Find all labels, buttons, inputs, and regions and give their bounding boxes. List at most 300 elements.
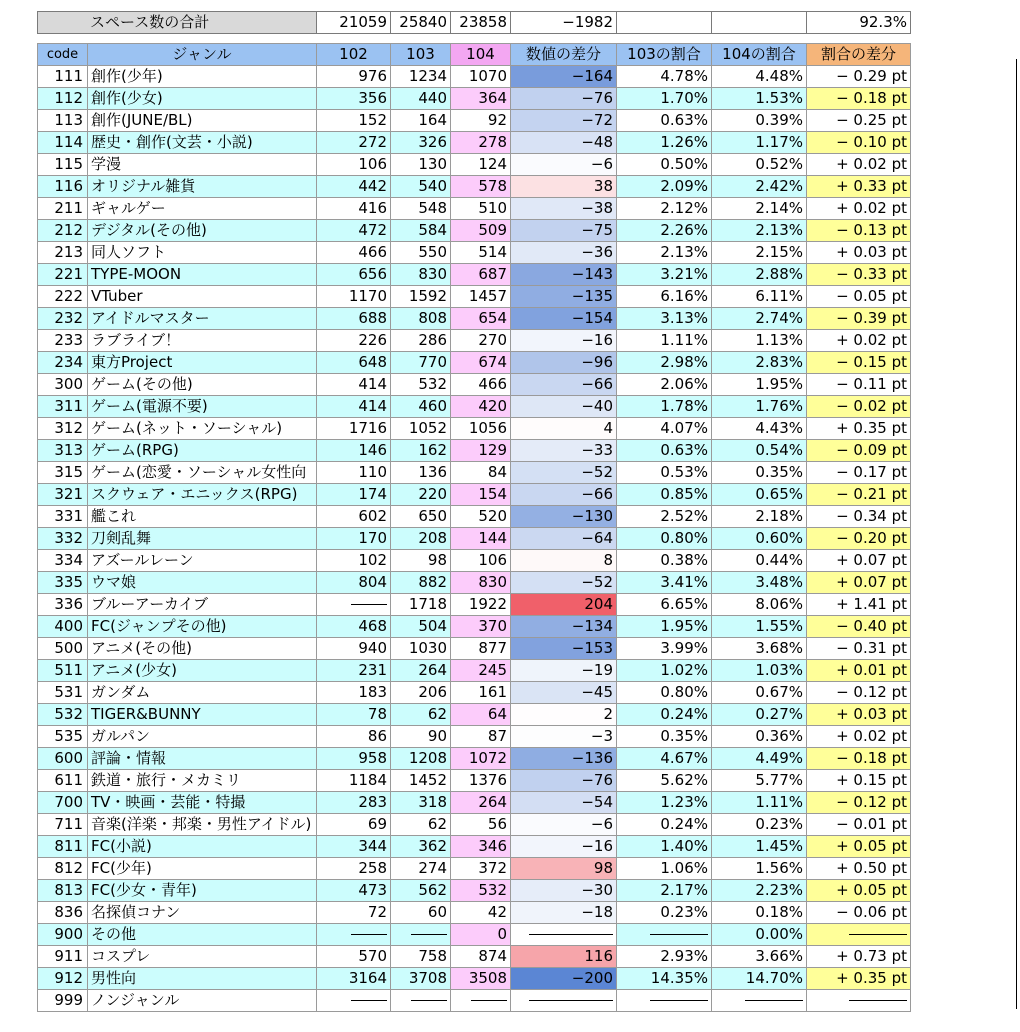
row-code: 222 bbox=[38, 286, 88, 308]
row-value-102: 1716 bbox=[317, 418, 391, 440]
row-value-104: 1070 bbox=[451, 66, 511, 88]
table-row bbox=[38, 440, 911, 462]
row-ratio-104: 1.11% bbox=[712, 792, 807, 814]
row-code: 535 bbox=[38, 726, 88, 748]
row-genre: ラブライブ！ bbox=[88, 330, 317, 352]
row-ratio-104: 0.52% bbox=[712, 154, 807, 176]
row-code: 232 bbox=[38, 308, 88, 330]
row-value-104: 372 bbox=[451, 858, 511, 880]
row-ratio-104: 1.55% bbox=[712, 616, 807, 638]
empty-dash bbox=[849, 1000, 907, 1001]
row-genre: 鉄道・旅行・メカミリ bbox=[88, 770, 317, 792]
table-row bbox=[38, 946, 911, 968]
row-ratio-103: 1.23% bbox=[617, 792, 712, 814]
summary-total-104: 23858 bbox=[451, 12, 511, 34]
row-code: 116 bbox=[38, 176, 88, 198]
row-value-104: 56 bbox=[451, 814, 511, 836]
row-value-102: 570 bbox=[317, 946, 391, 968]
row-value-104: 64 bbox=[451, 704, 511, 726]
row-diff: −36 bbox=[511, 242, 617, 264]
row-ratio-diff: − 0.12 pt bbox=[807, 682, 911, 704]
row-ratio-diff: − 0.40 pt bbox=[807, 616, 911, 638]
row-genre: ガンダム bbox=[88, 682, 317, 704]
row-ratio-103: 1.40% bbox=[617, 836, 712, 858]
row-code: 811 bbox=[38, 836, 88, 858]
header-ratio-103: 103の割合 bbox=[617, 44, 712, 66]
row-ratio-diff: − 0.33 pt bbox=[807, 264, 911, 286]
row-value-102: 473 bbox=[317, 880, 391, 902]
row-ratio-104: 4.48% bbox=[712, 66, 807, 88]
row-diff: −134 bbox=[511, 616, 617, 638]
row-diff: −30 bbox=[511, 880, 617, 902]
empty-dash bbox=[351, 1000, 387, 1001]
row-diff: −64 bbox=[511, 528, 617, 550]
row-ratio-diff: + 0.07 pt bbox=[807, 572, 911, 594]
row-value-102: 414 bbox=[317, 374, 391, 396]
row-ratio-diff: − 0.01 pt bbox=[807, 814, 911, 836]
row-genre: デジタル(その他) bbox=[88, 220, 317, 242]
row-value-104: 877 bbox=[451, 638, 511, 660]
row-diff: −135 bbox=[511, 286, 617, 308]
row-value-102 bbox=[317, 594, 391, 616]
row-value-104: 3508 bbox=[451, 968, 511, 990]
row-ratio-104: 1.56% bbox=[712, 858, 807, 880]
row-genre: 名探偵コナン bbox=[88, 902, 317, 924]
row-code: 313 bbox=[38, 440, 88, 462]
summary-total-102: 21059 bbox=[317, 12, 391, 34]
row-value-102: 958 bbox=[317, 748, 391, 770]
row-value-102: 170 bbox=[317, 528, 391, 550]
row-genre: アズールレーン bbox=[88, 550, 317, 572]
row-ratio-diff: − 0.09 pt bbox=[807, 440, 911, 462]
row-ratio-103: 0.80% bbox=[617, 528, 712, 550]
row-ratio-104: 2.13% bbox=[712, 220, 807, 242]
row-diff: 38 bbox=[511, 176, 617, 198]
row-genre: アニメ(少女) bbox=[88, 660, 317, 682]
header-diff: 数値の差分 bbox=[511, 44, 617, 66]
row-value-104: 364 bbox=[451, 88, 511, 110]
row-genre: FC(小説) bbox=[88, 836, 317, 858]
row-code: 999 bbox=[38, 990, 88, 1012]
row-value-102: 414 bbox=[317, 396, 391, 418]
row-value-103: 318 bbox=[391, 792, 451, 814]
row-ratio-104: 0.39% bbox=[712, 110, 807, 132]
row-value-102: 283 bbox=[317, 792, 391, 814]
empty-dash bbox=[650, 1000, 708, 1001]
row-code: 332 bbox=[38, 528, 88, 550]
row-genre: オリジナル雑貨 bbox=[88, 176, 317, 198]
row-genre: 男性向 bbox=[88, 968, 317, 990]
row-ratio-103: 2.13% bbox=[617, 242, 712, 264]
row-ratio-103: 3.21% bbox=[617, 264, 712, 286]
row-genre: TIGER&BUNNY bbox=[88, 704, 317, 726]
row-ratio-103: 2.17% bbox=[617, 880, 712, 902]
table-row bbox=[38, 66, 911, 88]
table-row bbox=[38, 748, 911, 770]
row-ratio-diff: − 0.06 pt bbox=[807, 902, 911, 924]
row-code: 212 bbox=[38, 220, 88, 242]
row-value-102: 442 bbox=[317, 176, 391, 198]
row-ratio-diff: + 0.03 pt bbox=[807, 704, 911, 726]
row-value-103: 1718 bbox=[391, 594, 451, 616]
row-value-104: 1072 bbox=[451, 748, 511, 770]
row-value-102: 344 bbox=[317, 836, 391, 858]
row-genre: 音楽(洋楽・邦楽・男性アイドル) bbox=[88, 814, 317, 836]
row-value-102: 226 bbox=[317, 330, 391, 352]
row-ratio-diff bbox=[807, 990, 911, 1012]
row-value-104: 370 bbox=[451, 616, 511, 638]
row-ratio-103: 0.24% bbox=[617, 704, 712, 726]
row-ratio-diff bbox=[807, 924, 911, 946]
row-genre: アイドルマスター bbox=[88, 308, 317, 330]
row-code: 311 bbox=[38, 396, 88, 418]
row-value-104: 144 bbox=[451, 528, 511, 550]
row-value-104: 124 bbox=[451, 154, 511, 176]
row-ratio-103: 4.78% bbox=[617, 66, 712, 88]
table-row bbox=[38, 616, 911, 638]
row-ratio-104: 2.74% bbox=[712, 308, 807, 330]
row-value-102: 152 bbox=[317, 110, 391, 132]
row-value-102: 356 bbox=[317, 88, 391, 110]
table-row bbox=[38, 154, 911, 176]
empty-dash bbox=[529, 1000, 613, 1001]
row-ratio-104: 2.42% bbox=[712, 176, 807, 198]
row-ratio-104: 2.23% bbox=[712, 880, 807, 902]
row-diff: −52 bbox=[511, 462, 617, 484]
row-ratio-diff: − 0.31 pt bbox=[807, 638, 911, 660]
row-ratio-diff: − 0.21 pt bbox=[807, 484, 911, 506]
summary-percentage: 92.3% bbox=[807, 12, 911, 34]
row-code: 234 bbox=[38, 352, 88, 374]
row-value-104: 278 bbox=[451, 132, 511, 154]
row-value-102: 258 bbox=[317, 858, 391, 880]
row-ratio-diff: + 0.35 pt bbox=[807, 968, 911, 990]
row-value-104: 346 bbox=[451, 836, 511, 858]
table-row bbox=[38, 88, 911, 110]
summary-empty-1 bbox=[617, 12, 712, 34]
row-value-103: 540 bbox=[391, 176, 451, 198]
row-value-103: 62 bbox=[391, 814, 451, 836]
row-ratio-103: 0.53% bbox=[617, 462, 712, 484]
row-diff: −96 bbox=[511, 352, 617, 374]
table-row bbox=[38, 638, 911, 660]
row-value-103: 562 bbox=[391, 880, 451, 902]
row-genre: 創作(JUNE/BL) bbox=[88, 110, 317, 132]
row-value-103: 62 bbox=[391, 704, 451, 726]
row-genre: 創作(少年) bbox=[88, 66, 317, 88]
empty-dash bbox=[351, 934, 387, 935]
row-ratio-103: 0.63% bbox=[617, 110, 712, 132]
row-code: 400 bbox=[38, 616, 88, 638]
row-ratio-103: 0.63% bbox=[617, 440, 712, 462]
row-genre: 学漫 bbox=[88, 154, 317, 176]
row-ratio-diff: + 0.02 pt bbox=[807, 198, 911, 220]
row-value-104: 514 bbox=[451, 242, 511, 264]
row-genre: ブルーアーカイブ bbox=[88, 594, 317, 616]
row-value-102: 106 bbox=[317, 154, 391, 176]
row-ratio-104: 4.43% bbox=[712, 418, 807, 440]
row-ratio-103: 2.09% bbox=[617, 176, 712, 198]
row-value-104: 106 bbox=[451, 550, 511, 572]
table-body bbox=[38, 66, 911, 1012]
row-code: 911 bbox=[38, 946, 88, 968]
row-value-103: 1592 bbox=[391, 286, 451, 308]
row-ratio-diff: + 0.50 pt bbox=[807, 858, 911, 880]
row-code: 511 bbox=[38, 660, 88, 682]
row-ratio-diff: − 0.18 pt bbox=[807, 748, 911, 770]
table-row bbox=[38, 264, 911, 286]
row-value-103: 532 bbox=[391, 374, 451, 396]
empty-dash bbox=[529, 934, 613, 935]
row-value-102: 688 bbox=[317, 308, 391, 330]
row-value-102: 102 bbox=[317, 550, 391, 572]
row-genre: ゲーム(ネット・ソーシャル) bbox=[88, 418, 317, 440]
row-genre: ゲーム(RPG) bbox=[88, 440, 317, 462]
table-row bbox=[38, 418, 911, 440]
row-ratio-103: 2.52% bbox=[617, 506, 712, 528]
row-ratio-diff: + 0.02 pt bbox=[807, 726, 911, 748]
row-code: 812 bbox=[38, 858, 88, 880]
row-ratio-103: 2.98% bbox=[617, 352, 712, 374]
row-code: 111 bbox=[38, 66, 88, 88]
row-value-102 bbox=[317, 990, 391, 1012]
row-value-104: 687 bbox=[451, 264, 511, 286]
row-value-104: 154 bbox=[451, 484, 511, 506]
row-diff: −72 bbox=[511, 110, 617, 132]
row-ratio-diff: − 0.11 pt bbox=[807, 374, 911, 396]
row-diff: −136 bbox=[511, 748, 617, 770]
empty-dash bbox=[411, 934, 447, 935]
empty-dash bbox=[745, 1000, 803, 1001]
table-row bbox=[38, 176, 911, 198]
header-104: 104 bbox=[451, 44, 511, 66]
row-code: 700 bbox=[38, 792, 88, 814]
row-value-102: 146 bbox=[317, 440, 391, 462]
row-ratio-104 bbox=[712, 990, 807, 1012]
row-value-102: 602 bbox=[317, 506, 391, 528]
row-value-103: 136 bbox=[391, 462, 451, 484]
row-value-104: 420 bbox=[451, 396, 511, 418]
row-ratio-diff: + 0.15 pt bbox=[807, 770, 911, 792]
row-value-104: 161 bbox=[451, 682, 511, 704]
row-value-103: 162 bbox=[391, 440, 451, 462]
row-value-103: 1030 bbox=[391, 638, 451, 660]
row-value-102: 1184 bbox=[317, 770, 391, 792]
row-value-103 bbox=[391, 924, 451, 946]
row-diff: 204 bbox=[511, 594, 617, 616]
row-code: 600 bbox=[38, 748, 88, 770]
row-code: 233 bbox=[38, 330, 88, 352]
row-diff: −40 bbox=[511, 396, 617, 418]
row-ratio-103: 0.85% bbox=[617, 484, 712, 506]
row-value-102: 174 bbox=[317, 484, 391, 506]
row-ratio-104: 2.88% bbox=[712, 264, 807, 286]
row-code: 813 bbox=[38, 880, 88, 902]
row-value-102: 272 bbox=[317, 132, 391, 154]
row-diff: −6 bbox=[511, 814, 617, 836]
row-ratio-104: 2.18% bbox=[712, 506, 807, 528]
row-value-102: 86 bbox=[317, 726, 391, 748]
row-diff: −153 bbox=[511, 638, 617, 660]
row-ratio-diff: − 0.39 pt bbox=[807, 308, 911, 330]
row-genre: FC(少女・青年) bbox=[88, 880, 317, 902]
table-row bbox=[38, 396, 911, 418]
row-code: 335 bbox=[38, 572, 88, 594]
row-diff: −76 bbox=[511, 88, 617, 110]
empty-dash bbox=[650, 934, 708, 935]
row-value-103: 1208 bbox=[391, 748, 451, 770]
row-diff: 2 bbox=[511, 704, 617, 726]
row-ratio-103: 0.35% bbox=[617, 726, 712, 748]
row-diff: −3 bbox=[511, 726, 617, 748]
table-row bbox=[38, 374, 911, 396]
row-value-103: 1234 bbox=[391, 66, 451, 88]
row-diff: 98 bbox=[511, 858, 617, 880]
table-row bbox=[38, 572, 911, 594]
header-genre: ジャンル bbox=[88, 44, 317, 66]
row-value-104: 1922 bbox=[451, 594, 511, 616]
row-code: 711 bbox=[38, 814, 88, 836]
row-code: 321 bbox=[38, 484, 88, 506]
table-row bbox=[38, 594, 911, 616]
row-ratio-diff: − 0.02 pt bbox=[807, 396, 911, 418]
row-ratio-diff: − 0.20 pt bbox=[807, 528, 911, 550]
row-ratio-104: 14.70% bbox=[712, 968, 807, 990]
row-value-104: 270 bbox=[451, 330, 511, 352]
row-value-104: 510 bbox=[451, 198, 511, 220]
row-diff: −45 bbox=[511, 682, 617, 704]
row-ratio-103: 1.70% bbox=[617, 88, 712, 110]
genre-table bbox=[37, 43, 911, 1012]
row-code: 500 bbox=[38, 638, 88, 660]
row-value-103: 286 bbox=[391, 330, 451, 352]
row-ratio-104: 3.66% bbox=[712, 946, 807, 968]
row-ratio-103 bbox=[617, 924, 712, 946]
table-row bbox=[38, 198, 911, 220]
row-code: 112 bbox=[38, 88, 88, 110]
row-ratio-104: 0.67% bbox=[712, 682, 807, 704]
row-ratio-103: 2.93% bbox=[617, 946, 712, 968]
table-row bbox=[38, 132, 911, 154]
row-genre: 東方Project bbox=[88, 352, 317, 374]
row-ratio-104: 3.68% bbox=[712, 638, 807, 660]
row-value-103: 206 bbox=[391, 682, 451, 704]
row-value-102: 804 bbox=[317, 572, 391, 594]
row-ratio-diff: + 0.33 pt bbox=[807, 176, 911, 198]
row-ratio-104: 4.49% bbox=[712, 748, 807, 770]
row-value-102 bbox=[317, 924, 391, 946]
row-value-102: 1170 bbox=[317, 286, 391, 308]
row-value-103: 882 bbox=[391, 572, 451, 594]
row-genre: FC(少年) bbox=[88, 858, 317, 880]
row-ratio-diff: − 0.34 pt bbox=[807, 506, 911, 528]
row-ratio-diff: − 0.12 pt bbox=[807, 792, 911, 814]
row-code: 312 bbox=[38, 418, 88, 440]
row-value-102: 78 bbox=[317, 704, 391, 726]
row-ratio-104: 1.95% bbox=[712, 374, 807, 396]
row-ratio-diff: − 0.10 pt bbox=[807, 132, 911, 154]
row-value-103: 548 bbox=[391, 198, 451, 220]
row-diff bbox=[511, 990, 617, 1012]
row-code: 213 bbox=[38, 242, 88, 264]
row-value-104 bbox=[451, 990, 511, 1012]
row-ratio-103: 3.99% bbox=[617, 638, 712, 660]
table-row bbox=[38, 770, 911, 792]
row-value-102: 466 bbox=[317, 242, 391, 264]
row-ratio-104: 3.48% bbox=[712, 572, 807, 594]
row-diff: −66 bbox=[511, 374, 617, 396]
row-diff: 8 bbox=[511, 550, 617, 572]
row-genre: VTuber bbox=[88, 286, 317, 308]
header-103: 103 bbox=[391, 44, 451, 66]
row-ratio-103: 1.11% bbox=[617, 330, 712, 352]
header-row bbox=[38, 44, 911, 66]
divider-line bbox=[1016, 59, 1017, 1009]
table-row bbox=[38, 506, 911, 528]
row-value-104: 245 bbox=[451, 660, 511, 682]
row-ratio-103: 1.95% bbox=[617, 616, 712, 638]
row-ratio-diff: + 0.02 pt bbox=[807, 154, 911, 176]
row-ratio-103: 2.06% bbox=[617, 374, 712, 396]
row-ratio-104: 0.60% bbox=[712, 528, 807, 550]
row-value-104: 92 bbox=[451, 110, 511, 132]
row-value-103: 460 bbox=[391, 396, 451, 418]
row-genre: 歴史・創作(文芸・小説) bbox=[88, 132, 317, 154]
row-diff: −16 bbox=[511, 330, 617, 352]
table-row bbox=[38, 286, 911, 308]
table-row bbox=[38, 682, 911, 704]
row-code: 336 bbox=[38, 594, 88, 616]
row-value-104: 830 bbox=[451, 572, 511, 594]
row-value-104: 466 bbox=[451, 374, 511, 396]
row-value-102: 416 bbox=[317, 198, 391, 220]
row-ratio-diff: + 0.03 pt bbox=[807, 242, 911, 264]
row-ratio-diff: − 0.15 pt bbox=[807, 352, 911, 374]
row-value-103: 274 bbox=[391, 858, 451, 880]
row-ratio-103: 1.06% bbox=[617, 858, 712, 880]
row-genre: 評論・情報 bbox=[88, 748, 317, 770]
row-diff: −154 bbox=[511, 308, 617, 330]
row-ratio-103: 0.24% bbox=[617, 814, 712, 836]
header-102: 102 bbox=[317, 44, 391, 66]
row-genre: ガルパン bbox=[88, 726, 317, 748]
row-diff: −6 bbox=[511, 154, 617, 176]
row-genre: 艦これ bbox=[88, 506, 317, 528]
row-value-102: 648 bbox=[317, 352, 391, 374]
row-value-103: 440 bbox=[391, 88, 451, 110]
row-diff: −19 bbox=[511, 660, 617, 682]
row-ratio-diff: + 0.07 pt bbox=[807, 550, 911, 572]
row-ratio-diff: − 0.29 pt bbox=[807, 66, 911, 88]
row-value-104: 654 bbox=[451, 308, 511, 330]
table-row bbox=[38, 836, 911, 858]
row-ratio-104: 1.53% bbox=[712, 88, 807, 110]
row-genre: ゲーム(その他) bbox=[88, 374, 317, 396]
row-ratio-diff: − 0.13 pt bbox=[807, 220, 911, 242]
row-genre: ゲーム(恋愛・ソーシャル女性向 bbox=[88, 462, 317, 484]
row-genre: ギャルゲー bbox=[88, 198, 317, 220]
row-value-102: 231 bbox=[317, 660, 391, 682]
row-ratio-104: 2.14% bbox=[712, 198, 807, 220]
row-ratio-103: 6.65% bbox=[617, 594, 712, 616]
row-code: 900 bbox=[38, 924, 88, 946]
row-ratio-104: 0.65% bbox=[712, 484, 807, 506]
row-value-104: 1376 bbox=[451, 770, 511, 792]
row-diff: −200 bbox=[511, 968, 617, 990]
row-value-104: 1056 bbox=[451, 418, 511, 440]
row-genre: 刀剣乱舞 bbox=[88, 528, 317, 550]
row-code: 611 bbox=[38, 770, 88, 792]
